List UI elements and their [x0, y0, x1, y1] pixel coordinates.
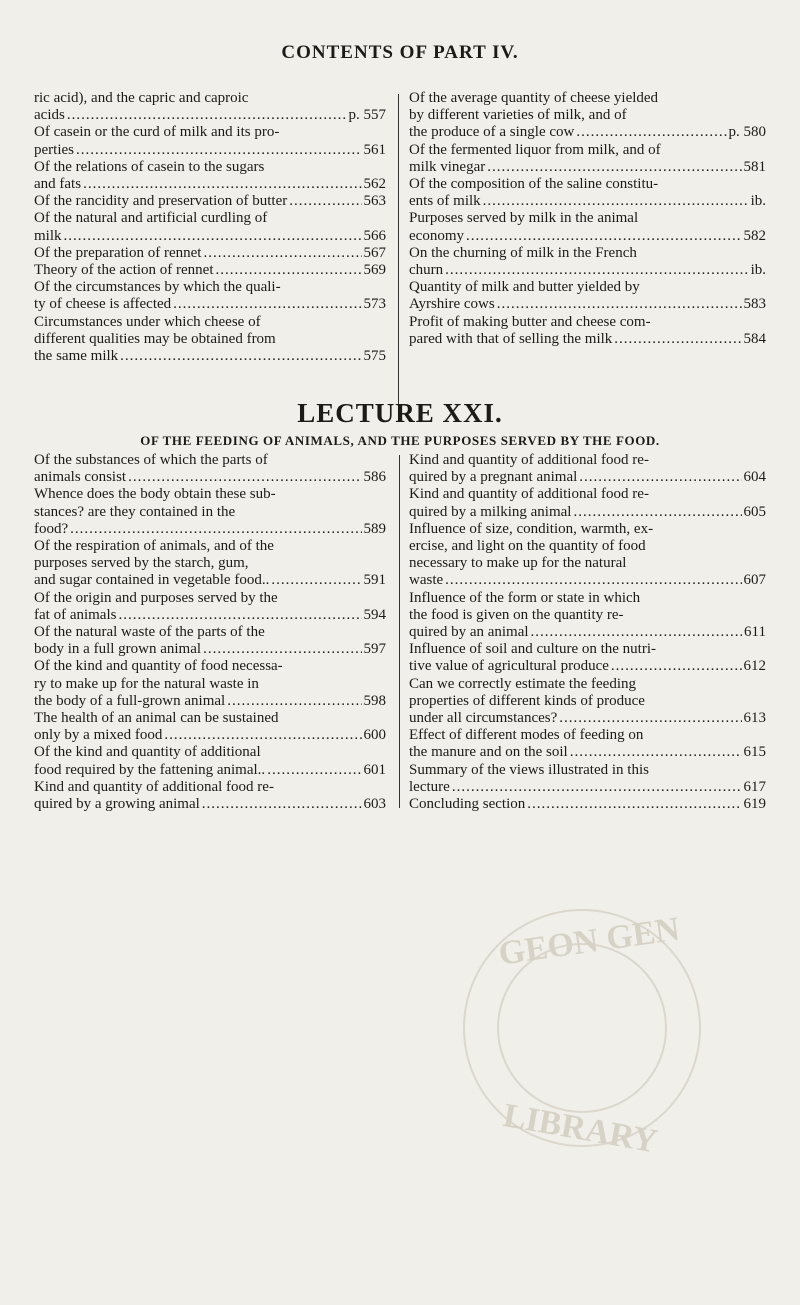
dot-leader: [83, 176, 361, 193]
toc-entry-text: body in a full grown animal: [34, 641, 202, 658]
toc-entry-text: Of the preparation of rennet: [34, 244, 202, 261]
toc-entry-text: only by a mixed food: [34, 727, 163, 744]
page-number: 597: [363, 641, 386, 658]
dot-leader: [445, 262, 748, 279]
toc-entry: [34, 314, 386, 366]
toc-entry-text: Of the average quantity of cheese yielded: [409, 90, 659, 106]
toc-entry-last-line: [409, 796, 766, 813]
page-number: 561: [363, 141, 386, 158]
toc-entry: [34, 159, 386, 193]
toc-column-3: [34, 452, 386, 813]
toc-entry-text: ents of milk: [409, 193, 481, 210]
toc-column-4: [409, 452, 766, 813]
toc-entry-text: Of the natural waste of the parts of the: [34, 624, 265, 641]
toc-entry-text: the same milk: [34, 348, 119, 365]
lecture-subtitle: OF THE FEEDING OF ANIMALS, AND THE PURPOSES SERVED BY THE FOOD.: [140, 433, 660, 448]
page-number: 601: [363, 761, 386, 778]
page-number: 607: [743, 572, 766, 589]
toc-entry-last-line: [34, 641, 386, 658]
toc-entry-last-line: [34, 296, 386, 313]
page-number: 591: [363, 572, 386, 589]
toc-entry-text: acids: [34, 107, 65, 124]
page-number: 575: [363, 348, 386, 365]
toc-entry-last-line: [34, 107, 386, 124]
toc-entry: [34, 486, 386, 538]
page-number: 600: [363, 727, 386, 744]
toc-entry: [409, 90, 766, 142]
page-number: 603: [363, 796, 386, 813]
page-number: 573: [363, 296, 386, 313]
toc-entry: [409, 590, 766, 642]
toc-entry-text: Of the relations of casein to the sugars: [34, 158, 265, 175]
dot-leader: [614, 331, 741, 348]
toc-entry-text: Summary of the views illustrated in this: [409, 761, 649, 778]
toc-entry-text: the body of a full-grown animal: [34, 692, 226, 709]
toc-entry: [34, 710, 386, 744]
toc-entry-last-line: [34, 176, 386, 193]
page-number: 582: [743, 227, 766, 244]
toc-entry-text: milk vinegar: [409, 158, 486, 175]
toc-entry-text: Of the substances of which the parts of: [34, 452, 268, 468]
page-number: 605: [743, 503, 766, 520]
dot-leader: [227, 693, 361, 710]
toc-entry-text: and fats: [34, 176, 82, 193]
dot-leader: [120, 348, 361, 365]
toc-entry-text: necessary to make up for the natural: [409, 555, 627, 572]
toc-entry-text: quired by a pregnant animal: [409, 469, 578, 486]
toc-entry: [34, 279, 386, 313]
toc-entry-text: Of the circumstances by which the quali-: [34, 279, 281, 296]
toc-entry-text: animals consist: [34, 469, 127, 486]
page-number: 583: [743, 296, 766, 313]
toc-entry-text: Circumstances under which cheese of: [34, 313, 261, 330]
toc-entry: [409, 796, 766, 813]
dot-leader: [164, 727, 361, 744]
toc-entry-last-line: [409, 658, 766, 675]
page-number: 611: [744, 624, 766, 641]
toc-entry: [409, 210, 766, 244]
dot-leader: [202, 796, 362, 813]
toc-entry-text: Quantity of milk and butter yielded by: [409, 279, 640, 296]
dot-leader: [452, 779, 742, 796]
toc-entry-text: Of the respiration of animals, and of the: [34, 538, 274, 555]
dot-leader: [203, 245, 361, 262]
running-head: CONTENTS OF PART IV.: [281, 42, 519, 63]
toc-entry-text: ry to make up for the natural waste in: [34, 675, 259, 692]
toc-entry-last-line: [34, 142, 386, 159]
dot-leader: [487, 159, 741, 176]
page-number: 615: [743, 744, 766, 761]
toc-entry-text: Can we correctly estimate the feeding: [409, 675, 636, 692]
toc-entry-last-line: [34, 607, 386, 624]
page-number: p. 557: [348, 107, 386, 124]
toc-entry-last-line: [409, 504, 766, 521]
toc-entry-last-line: [409, 572, 766, 589]
page-number: 619: [743, 796, 766, 813]
toc-entry-text: economy: [409, 227, 464, 244]
page-number: 586: [363, 469, 386, 486]
toc-entry-text: ercise, and light on the quantity of food: [409, 538, 646, 555]
dot-leader: [531, 624, 743, 641]
toc-entry: [34, 624, 386, 658]
toc-entry: [34, 90, 386, 124]
toc-entry: [34, 210, 386, 244]
page-number: 612: [743, 658, 766, 675]
toc-entry-text: different qualities may be obtained from: [34, 330, 276, 347]
toc-entry-text: tive value of agricultural produce: [409, 658, 609, 675]
toc-entry-last-line: [409, 262, 766, 279]
toc-entry-last-line: [409, 228, 766, 245]
dot-leader: [128, 469, 361, 486]
toc-entry-text: lecture: [409, 778, 450, 795]
toc-entry: [34, 245, 386, 262]
stamp-text-bottom: LIBRARY: [500, 1097, 661, 1161]
toc-entry-text: Of the rancidity and preservation of butter: [34, 193, 288, 210]
toc-column-1: [34, 90, 386, 365]
toc-entry-text: Kind and quantity of additional food re-: [34, 778, 274, 795]
toc-entry-text: waste: [409, 572, 444, 589]
dot-leader: [483, 193, 749, 210]
toc-entry-text: Concluding section: [409, 796, 526, 813]
dot-leader: [70, 521, 361, 538]
toc-entry: [409, 641, 766, 675]
toc-entry-last-line: [34, 796, 386, 813]
toc-entry: [409, 176, 766, 210]
toc-entry: [34, 779, 386, 813]
toc-entry-text: pared with that of selling the milk: [409, 330, 613, 347]
lecture-title: LECTURE XXI.: [297, 398, 503, 428]
toc-entry-text: ty of cheese is affected: [34, 296, 172, 313]
toc-entry-last-line: [409, 779, 766, 796]
toc-entry-last-line: [409, 710, 766, 727]
toc-entry: [409, 142, 766, 176]
stamp-text-top: GEON GEN: [496, 910, 683, 973]
toc-entry: [34, 124, 386, 158]
toc-entry-last-line: [409, 624, 766, 641]
toc-entry-last-line: [34, 572, 386, 589]
dot-leader: [570, 744, 742, 761]
page-number: 581: [743, 158, 766, 175]
toc-entry-text: Of the natural and artificial curdling of: [34, 210, 268, 227]
dot-leader: [267, 762, 361, 779]
toc-entry: [34, 744, 386, 778]
toc-entry-text: perties: [34, 141, 74, 158]
dot-leader: [527, 796, 741, 813]
toc-entry-text: Kind and quantity of additional food re-: [409, 486, 649, 503]
toc-entry-text: Of casein or the curd of milk and its pro-: [34, 124, 280, 141]
dot-leader: [173, 296, 361, 313]
page-number: ib.: [750, 262, 766, 279]
dot-leader: [216, 262, 362, 279]
dot-leader: [118, 607, 361, 624]
dot-leader: [289, 193, 361, 210]
toc-entry: [34, 262, 386, 279]
toc-entry-text: the manure and on the soil: [409, 744, 568, 761]
toc-entry-text: the food is given on the quantity re-: [409, 606, 624, 623]
toc-entry-last-line: [409, 744, 766, 761]
toc-entry-text: Of the kind and quantity of food necessa-: [34, 658, 283, 675]
toc-entry-text: food?: [34, 520, 69, 537]
toc-entry-last-line: [409, 469, 766, 486]
toc-entry-text: Influence of the form or state in which: [409, 589, 641, 606]
page-number: 567: [363, 244, 386, 261]
toc-entry-last-line: [34, 727, 386, 744]
toc-entry-text: the produce of a single cow: [409, 124, 575, 141]
toc-entry-text: fat of animals: [34, 606, 117, 623]
toc-entry-last-line: [34, 228, 386, 245]
toc-entry-text: stances? are they contained in the: [34, 503, 236, 520]
dot-leader: [67, 107, 347, 124]
page-number: 566: [363, 227, 386, 244]
toc-entry-last-line: [409, 331, 766, 348]
page-number: p. 580: [728, 124, 766, 141]
toc-entry: [409, 521, 766, 590]
page-number: 563: [363, 193, 386, 210]
toc-entry-last-line: [409, 193, 766, 210]
toc-entry-text: under all circumstances?: [409, 710, 558, 727]
toc-entry: [409, 486, 766, 520]
toc-entry-text: ric acid), and the capric and caproic: [34, 90, 249, 106]
toc-entry-text: quired by an animal: [409, 624, 529, 641]
dot-leader: [64, 228, 362, 245]
toc-entry-text: Of the fermented liquor from milk, and of: [409, 141, 661, 158]
toc-entry-text: Influence of soil and culture on the nutri-: [409, 641, 657, 658]
toc-column-2: [409, 90, 766, 348]
toc-entry-last-line: [409, 124, 766, 141]
toc-entry: [34, 658, 386, 710]
toc-entry-text: churn: [409, 262, 444, 279]
toc-entry-last-line: [34, 693, 386, 710]
toc-entry-text: The health of an animal can be sustained: [34, 710, 279, 727]
dot-leader: [576, 124, 726, 141]
dot-leader: [466, 228, 742, 245]
toc-entry-text: purposes served by the starch, gum,: [34, 555, 249, 572]
toc-entry-last-line: [34, 262, 386, 279]
dot-leader: [203, 641, 361, 658]
toc-entry: [409, 727, 766, 761]
toc-entry-text: Ayrshire cows: [409, 296, 495, 313]
toc-entry: [34, 538, 386, 590]
toc-entry: [409, 452, 766, 486]
dot-leader: [497, 296, 742, 313]
toc-entry-text: Of the kind and quantity of additional: [34, 744, 261, 761]
toc-entry: [409, 676, 766, 728]
dot-leader: [76, 142, 362, 159]
toc-entry: [409, 314, 766, 348]
toc-entry-last-line: [34, 762, 386, 779]
toc-entry-text: Kind and quantity of additional food re-: [409, 452, 649, 468]
toc-entry-text: and sugar contained in vegetable food..: [34, 572, 270, 589]
toc-entry-last-line: [34, 245, 386, 262]
toc-entry: [409, 762, 766, 796]
toc-entry-text: Influence of size, condition, warmth, ex-: [409, 520, 654, 537]
toc-entry-text: Profit of making butter and cheese com-: [409, 313, 651, 330]
page-number: 617: [743, 778, 766, 795]
library-stamp: [462, 858, 762, 1198]
toc-entry: [409, 279, 766, 313]
toc-entry: [34, 590, 386, 624]
toc-entry-text: Of the composition of the saline constitu-: [409, 176, 659, 193]
toc-entry-text: milk: [34, 227, 62, 244]
toc-entry-text: food required by the fattening animal..: [34, 761, 266, 778]
toc-entry-last-line: [34, 469, 386, 486]
dot-leader: [445, 572, 741, 589]
toc-entry-text: Theory of the action of rennet: [34, 262, 214, 279]
page-number: 594: [363, 606, 386, 623]
toc-entry-text: properties of different kinds of produce: [409, 692, 645, 709]
toc-entry-last-line: [34, 521, 386, 538]
toc-entry: [34, 193, 386, 210]
toc-entry-text: quired by a milking animal: [409, 503, 572, 520]
toc-entry-last-line: [409, 159, 766, 176]
page-number: 598: [363, 692, 386, 709]
page-number: ib.: [750, 193, 766, 210]
page-number: 604: [743, 469, 766, 486]
page-number: 584: [743, 330, 766, 347]
dot-leader: [559, 710, 741, 727]
toc-entry: [34, 452, 386, 486]
dot-leader: [573, 504, 741, 521]
toc-entry-text: Whence does the body obtain these sub-: [34, 486, 276, 503]
toc-entry-text: Of the origin and purposes served by the: [34, 589, 278, 606]
toc-entry: [409, 245, 766, 279]
toc-entry-text: by different varieties of milk, and of: [409, 107, 627, 124]
toc-entry-text: quired by a growing animal: [34, 796, 200, 813]
toc-entry-text: Purposes served by milk in the animal: [409, 210, 639, 227]
column-rule-1: [398, 94, 399, 420]
column-rule-2: [399, 455, 400, 808]
page-number: 589: [363, 520, 386, 537]
dot-leader: [611, 658, 742, 675]
page-number: 562: [363, 176, 386, 193]
toc-entry-text: Effect of different modes of feeding on: [409, 727, 644, 744]
dot-leader: [271, 572, 361, 589]
toc-entry-last-line: [409, 296, 766, 313]
toc-entry-text: On the churning of milk in the French: [409, 244, 637, 261]
toc-entry-last-line: [34, 348, 386, 365]
page-number: 613: [743, 710, 766, 727]
page-number: 569: [363, 262, 386, 279]
dot-leader: [579, 469, 741, 486]
toc-entry-last-line: [34, 193, 386, 210]
